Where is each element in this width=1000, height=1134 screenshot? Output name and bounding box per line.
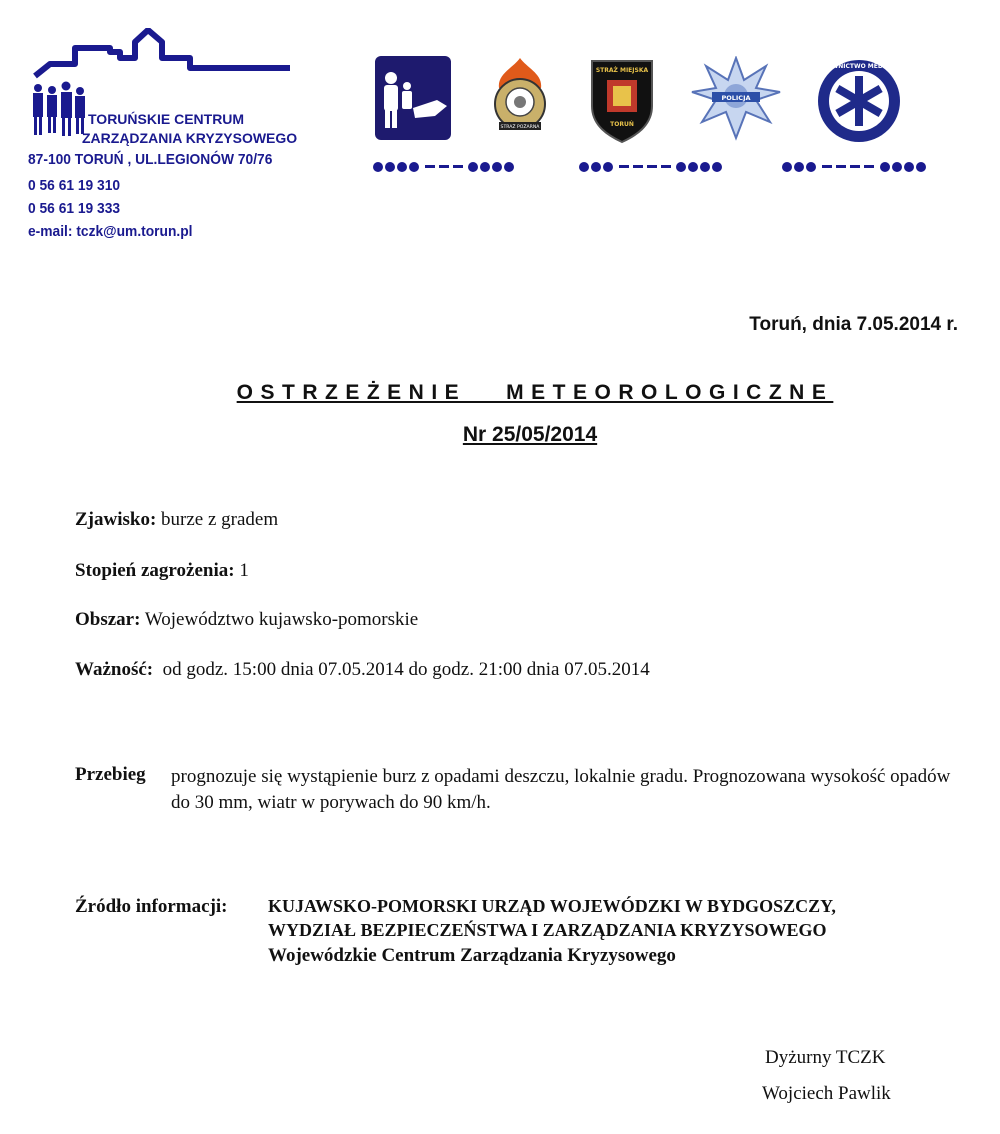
document-date: Toruń, dnia 7.05.2014 r. [749, 314, 958, 335]
org-address: 87-100 TORUŃ , UL.LEGIONÓW 70/76 [28, 151, 273, 168]
medical-rescue-icon [812, 58, 906, 144]
field-obszar-value: Województwo kujawsko-pomorskie [140, 609, 419, 630]
medical-rescue-text: RATOWNICTWO MEDYCZNE [813, 63, 905, 70]
przebieg-text: prognozuje się wystąpienie burz z opadami deszczu, lokalnie gradu. Prognozowana wysokość opadów do 30 mm, wiatr w porywach do 90 km/h. [171, 766, 951, 813]
przebieg-label: Przebieg [75, 764, 146, 785]
field-stopien-value: 1 [234, 560, 249, 581]
zrodlo-line-3: Wojewódzkie Centrum Zarządzania Kryzysowego [268, 945, 676, 966]
field-waznosc [75, 659, 650, 681]
org-name-line2: ZARZĄDZANIA KRYZYSOWEGO [82, 130, 298, 146]
signature-name: Wojciech Pawlik [762, 1083, 891, 1104]
org-name-line1: TORUŃSKIE CENTRUM [88, 111, 245, 127]
field-obszar [75, 609, 418, 631]
zrodlo-line-2: WYDZIAŁ BEZPIECZEŃSTWA I ZARZĄDZANIA KRYZYSOWEGO [268, 920, 827, 940]
city-guard-badge-city: TORUŃ [610, 121, 634, 128]
document-title: OSTRZEŻENIE METEOROLOGICZNE [236, 381, 834, 404]
fire-brigade-badge-text: STRAŻ POŻARNA [500, 125, 540, 130]
fire-brigade-badge-icon [487, 56, 553, 142]
org-phone-1: 0 56 61 19 310 [28, 177, 121, 194]
field-zjawisko [75, 509, 278, 531]
city-guard-badge-icon [587, 56, 657, 144]
field-waznosc-label: Ważność: [75, 659, 154, 680]
field-waznosc-value: od godz. 15:00 dnia 07.05.2014 do godz. 21:00 dnia 07.05.2014 [153, 659, 650, 680]
people-helping-icon [375, 56, 451, 140]
field-stopien [75, 560, 249, 582]
org-phone-2: 0 56 61 19 333 [28, 200, 121, 217]
zrodlo-line-1: KUJAWSKO-POMORSKI URZĄD WOJEWÓDZKI W BYDGOSZCZY, [268, 896, 836, 916]
police-star-icon [690, 56, 782, 142]
decorative-dash-row [373, 160, 933, 174]
zrodlo-label: Źródło informacji: [75, 896, 228, 917]
field-zjawisko-value: burze z gradem [156, 509, 279, 530]
city-guard-badge-text: STRAŻ MIEJSKA [595, 67, 649, 74]
org-email: e-mail: tczk@um.torun.pl [28, 223, 193, 240]
field-stopien-label: Stopień zagrożenia: [75, 560, 235, 581]
police-star-text: POLICJA [721, 94, 751, 102]
document-number: Nr 25/05/2014 [462, 423, 598, 446]
field-obszar-label: Obszar: [75, 609, 141, 630]
signature-role: Dyżurny TCZK [765, 1047, 886, 1068]
field-zjawisko-label: Zjawisko: [75, 509, 157, 530]
